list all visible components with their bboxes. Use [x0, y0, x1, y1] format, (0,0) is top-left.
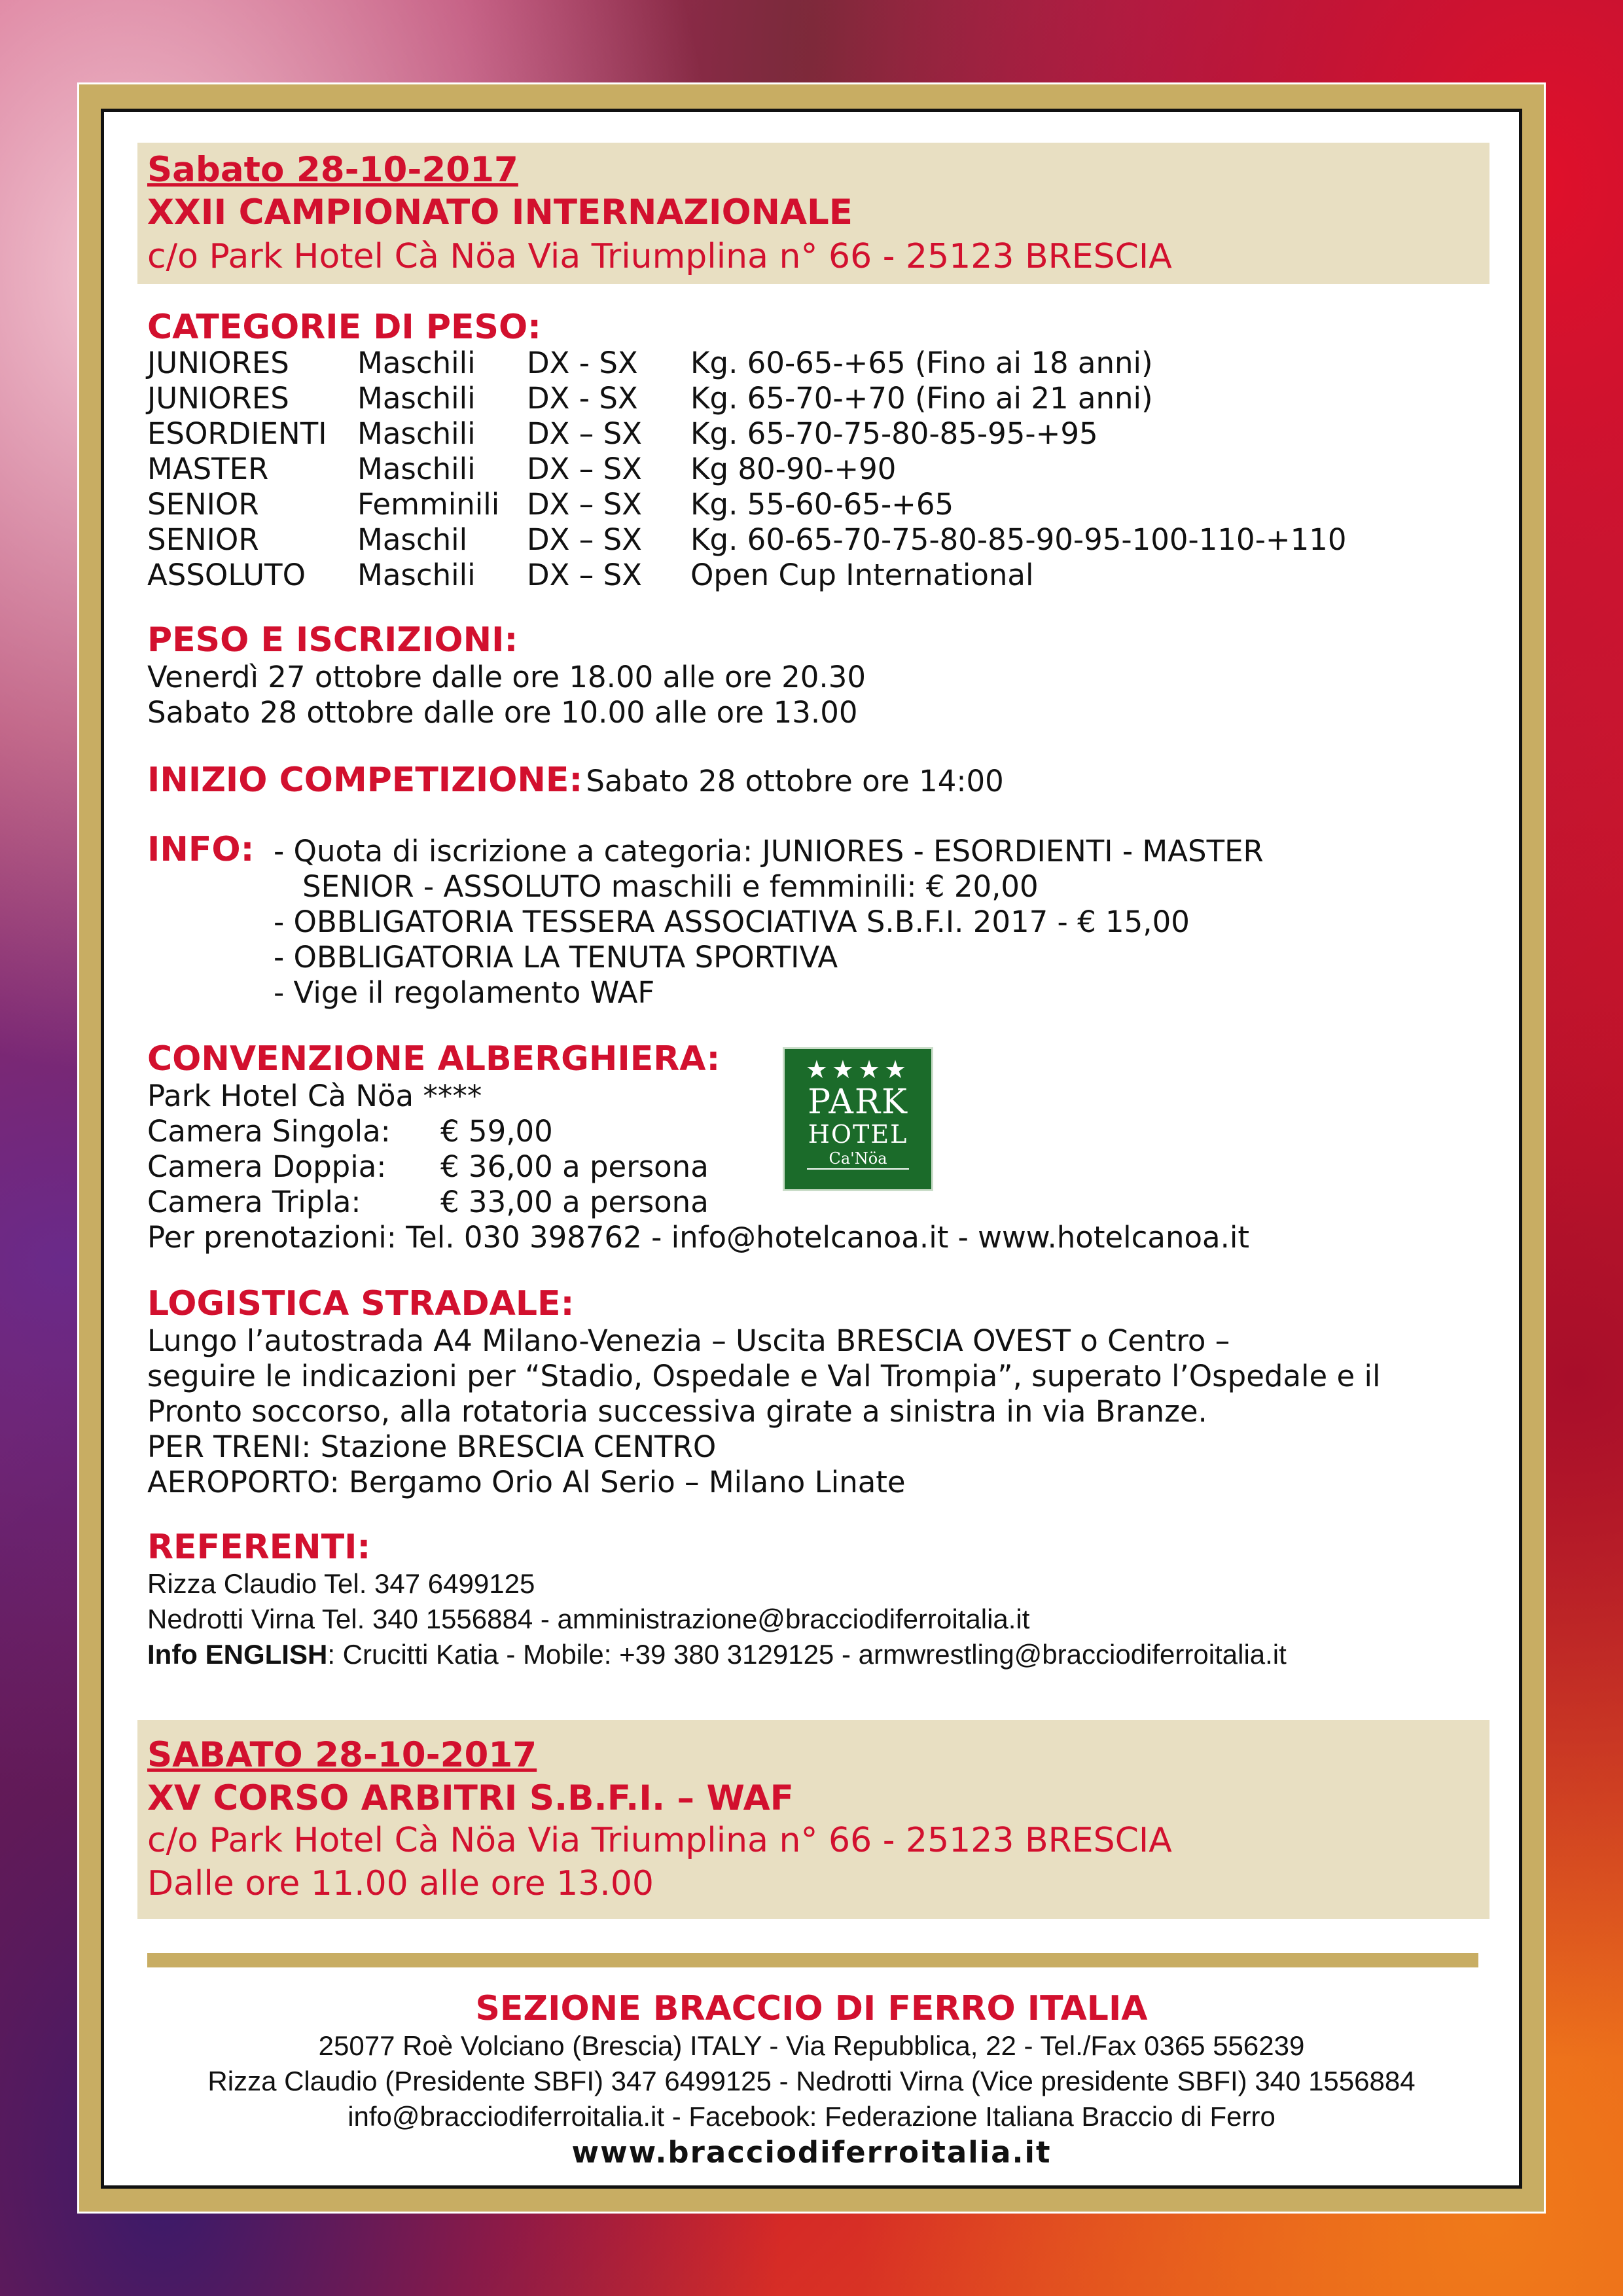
contact-line: Rizza Claudio Tel. 347 6499125	[147, 1568, 535, 1599]
info-item: - Vige il regolamento WAF	[274, 975, 655, 1010]
logistics-line: Pronto soccorso, alla rotatoria successiva girate a sinistra in via Branze.	[147, 1394, 1207, 1429]
logistics-heading: LOGISTICA STRADALE:	[147, 1284, 575, 1323]
room-price: € 33,00 a persona	[440, 1185, 709, 1219]
logo-park: PARK	[808, 1083, 908, 1122]
logo-canoa: Ca'Nöa	[807, 1149, 909, 1170]
footer-divider	[147, 1953, 1478, 1967]
arm-cell: DX – SX	[527, 558, 642, 592]
footer-address: 25077 Roè Volciano (Brescia) ITALY - Via Repubblica, 22 - Tel./Fax 0365 556239	[318, 2030, 1305, 2061]
category-cell: SENIOR	[147, 522, 259, 557]
weights-cell: Kg. 60-65-+65 (Fino ai 18 anni)	[690, 346, 1153, 380]
category-cell: ASSOLUTO	[147, 558, 306, 592]
arm-cell: DX - SX	[527, 346, 638, 380]
registration-line: Venerdì 27 ottobre dalle ore 18.00 alle ore 20.30	[147, 660, 866, 694]
course-title: XV CORSO ARBITRI S.B.F.I. – WAF	[147, 1778, 794, 1818]
registration-heading: PESO E ISCRIZIONI:	[147, 620, 518, 660]
weights-cell: Kg. 55-60-65-+65	[690, 487, 954, 522]
room-label: Camera Singola:	[147, 1114, 391, 1149]
course-time: Dalle ore 11.00 alle ore 13.00	[147, 1864, 654, 1903]
arm-cell: DX – SX	[527, 487, 642, 522]
arm-cell: DX - SX	[527, 381, 638, 416]
logo-stars: ★★★★	[805, 1055, 911, 1084]
logistics-line: seguire le indicazioni per “Stadio, Ospedale e Val Trompia”, superato l’Ospedale e il	[147, 1359, 1381, 1393]
hotel-booking: Per prenotazioni: Tel. 030 398762 - info@hotelcanoa.it - www.hotelcanoa.it	[147, 1220, 1250, 1255]
category-cell: JUNIORES	[147, 346, 289, 380]
english-contact-line	[147, 1638, 1287, 1672]
gender-cell: Maschili	[357, 452, 476, 486]
start-line	[147, 761, 1004, 808]
info-item: - OBBLIGATORIA LA TENUTA SPORTIVA	[274, 940, 838, 975]
park-hotel-logo	[783, 1047, 933, 1191]
english-text: : Crucitti Katia - Mobile: +39 380 3129125 - armwrestling@bracciodiferroitalia.it	[327, 1639, 1287, 1670]
gender-cell: Femminili	[357, 487, 500, 522]
weights-cell: Kg. 65-70-75-80-85-95-+95	[690, 416, 1098, 451]
room-label: Camera Tripla:	[147, 1185, 361, 1219]
arm-cell: DX – SX	[527, 416, 642, 451]
info-heading: INFO:	[147, 830, 255, 869]
gender-cell: Maschil	[357, 522, 468, 557]
footer-org: SEZIONE BRACCIO DI FERRO ITALIA	[475, 1989, 1148, 2028]
weights-cell: Open Cup International	[690, 558, 1034, 592]
category-cell: ESORDIENTI	[147, 416, 327, 451]
course-venue: c/o Park Hotel Cà Nöa Via Triumplina n° 66 - 25123 BRESCIA	[147, 1821, 1172, 1860]
logistics-line: Lungo l’autostrada A4 Milano-Venezia – Uscita BRESCIA OVEST o Centro –	[147, 1323, 1230, 1358]
footer-contact: info@bracciodiferroitalia.it - Facebook: Federazione Italiana Braccio di Ferro	[348, 2101, 1275, 2132]
event-venue: c/o Park Hotel Cà Nöa Via Triumplina n° 66 - 25123 BRESCIA	[147, 237, 1172, 276]
logo-hotel: HOTEL	[808, 1120, 908, 1149]
room-price: € 59,00	[440, 1114, 553, 1149]
hotel-name: Park Hotel Cà Nöa ****	[147, 1079, 482, 1113]
english-label: Info ENGLISH	[147, 1639, 328, 1670]
contact-line: Nedrotti Virna Tel. 340 1556884 - amministrazione@bracciodiferroitalia.it	[147, 1604, 1030, 1634]
course-date: SABATO 28-10-2017	[147, 1735, 537, 1775]
event-date: Sabato 28-10-2017	[147, 150, 518, 190]
footer-website[interactable]: www.bracciodiferroitalia.it	[571, 2135, 1052, 2170]
weights-cell: Kg. 65-70-+70 (Fino ai 21 anni)	[690, 381, 1153, 416]
start-text: Sabato 28 ottobre ore 14:00	[586, 764, 1004, 798]
gender-cell: Maschili	[357, 558, 476, 592]
gender-cell: Maschili	[357, 346, 476, 380]
category-cell: JUNIORES	[147, 381, 289, 416]
info-item: - Quota di iscrizione a categoria: JUNIORES - ESORDIENTI - MASTER	[274, 834, 1264, 869]
weight-categories-heading: CATEGORIE DI PESO:	[147, 308, 541, 347]
room-price: € 36,00 a persona	[440, 1149, 709, 1184]
arm-cell: DX – SX	[527, 452, 642, 486]
room-label: Camera Doppia:	[147, 1149, 387, 1184]
info-item: - OBBLIGATORIA TESSERA ASSOCIATIVA S.B.F.I. 2017 - € 15,00	[274, 905, 1190, 939]
logistics-line: AEROPORTO: Bergamo Orio Al Serio – Milano Linate	[147, 1465, 906, 1499]
category-cell: SENIOR	[147, 487, 259, 522]
start-heading: INIZIO COMPETIZIONE:	[147, 761, 583, 800]
hotel-heading: CONVENZIONE ALBERGHIERA:	[147, 1039, 721, 1079]
contacts-heading: REFERENTI:	[147, 1528, 371, 1567]
arm-cell: DX – SX	[527, 522, 642, 557]
registration-line: Sabato 28 ottobre dalle ore 10.00 alle ore 13.00	[147, 695, 858, 730]
logistics-line: PER TRENI: Stazione BRESCIA CENTRO	[147, 1429, 717, 1464]
gender-cell: Maschili	[357, 416, 476, 451]
footer-people: Rizza Claudio (Presidente SBFI) 347 6499125 - Nedrotti Virna (Vice presidente SBFI) 340 1556884	[207, 2066, 1416, 2096]
event-title: XXII CAMPIONATO INTERNAZIONALE	[147, 192, 853, 232]
info-item: SENIOR - ASSOLUTO maschili e femminili: € 20,00	[302, 869, 1039, 904]
weights-cell: Kg. 60-65-70-75-80-85-90-95-100-110-+110	[690, 522, 1347, 557]
gender-cell: Maschili	[357, 381, 476, 416]
weights-cell: Kg 80-90-+90	[690, 452, 897, 486]
category-cell: MASTER	[147, 452, 269, 486]
